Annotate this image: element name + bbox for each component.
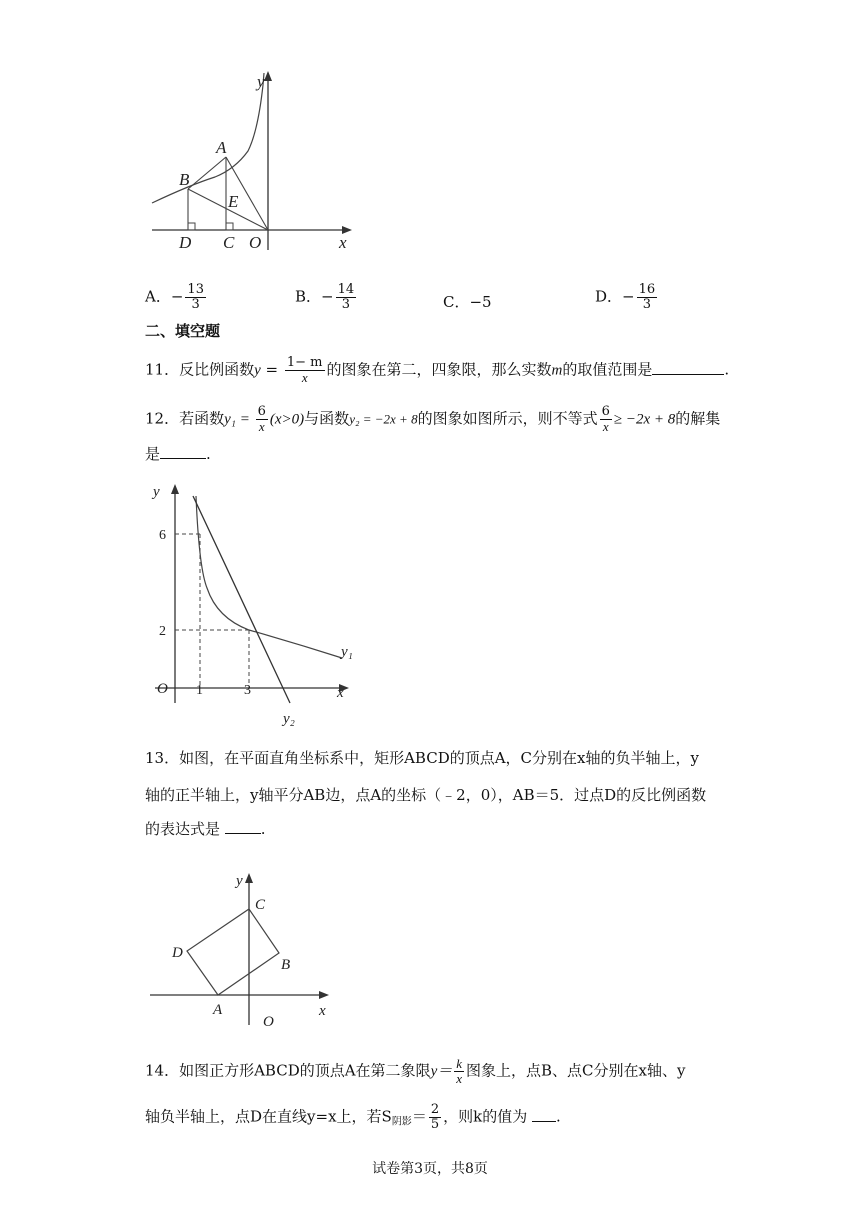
answer-blank-11[interactable]	[652, 360, 724, 375]
option-a[interactable]: A．− $\frac{13}{3}$	[145, 282, 204, 312]
page-footer: 试卷第3页，共8页	[372, 1161, 488, 1177]
fig2-label-2: 2	[159, 624, 166, 639]
question-12-line-2: 是 .	[145, 445, 211, 463]
option-b[interactable]: B．− $\frac{14}{3}$	[295, 282, 355, 312]
fig3-label-D: D	[172, 945, 183, 961]
answer-blank-12[interactable]	[160, 444, 206, 459]
question-13-line-2: 轴的正半轴上，y轴平分AB边，点A的坐标（﹣2，0），AB＝5．过点D的反比例函数	[145, 786, 707, 804]
answer-blank-14[interactable]	[532, 1107, 556, 1122]
fig2-label-y2: y₂	[283, 711, 295, 727]
figure-3-graph	[145, 865, 345, 1040]
fig1-label-D: D	[179, 233, 192, 252]
fig2-label-1: 1	[196, 683, 203, 698]
fig3-label-C: C	[255, 897, 266, 913]
fig1-label-O: O	[249, 233, 262, 252]
fig1-label-B: B	[179, 170, 190, 189]
question-12-line-1: 12．若函数y₁ = $\frac{6}{x}$ (x>0)与函数y₂ = −2x + 8的图象如图所示，则不等式 $\frac{6}{x}$ ≥ −2x + 8的解集	[145, 404, 721, 434]
question-14-line-2: 轴负半轴上，点D在直线y=x上，若$S_{阴影}=$ $\frac{2}{5}$ ，则k的值为 .	[145, 1102, 561, 1132]
fig3-label-O: O	[263, 1014, 274, 1030]
section-title: 二、填空题	[145, 322, 221, 340]
fig1-label-E: E	[228, 192, 239, 211]
fig2-label-y1: y₁	[341, 644, 353, 660]
fig2-label-y: y	[153, 484, 160, 500]
fig2-label-6: 6	[159, 528, 166, 543]
option-d[interactable]: D．− $\frac{16}{3}$	[595, 282, 656, 312]
fig3-label-A: A	[213, 1002, 223, 1018]
answer-blank-13[interactable]	[225, 819, 261, 834]
fig1-label-y: y	[257, 72, 265, 91]
fig3-label-B: B	[281, 957, 291, 973]
fig1-label-A: A	[216, 138, 227, 157]
question-13-line-1: 13．如图，在平面直角坐标系中，矩形ABCD的顶点A，C分别在x轴的负半轴上，y	[145, 749, 699, 767]
fig2-label-x: x	[337, 685, 344, 701]
fig3-label-y: y	[236, 873, 243, 889]
figure-1-graph	[140, 65, 370, 255]
fig2-label-O: O	[157, 681, 168, 697]
figure-2-graph	[145, 478, 380, 733]
fig2-label-3: 3	[244, 683, 251, 698]
fig1-label-x: x	[339, 233, 347, 252]
question-11: 11．反比例函数y = $\frac{1- m}{x}$ 的图象在第二，四象限，那么实数m的取值范围是 .	[145, 355, 730, 385]
fig1-label-C: C	[223, 233, 235, 252]
fig3-label-x: x	[319, 1003, 326, 1019]
option-c[interactable]: C．−5	[443, 293, 492, 311]
question-14-line-1: 14．如图正方形ABCD的顶点A在第二象限y＝ $\frac{k}{x}$ 图象上，点B、点C分别在x轴、y	[145, 1056, 686, 1086]
question-13-line-3: 的表达式是 .	[145, 820, 266, 838]
